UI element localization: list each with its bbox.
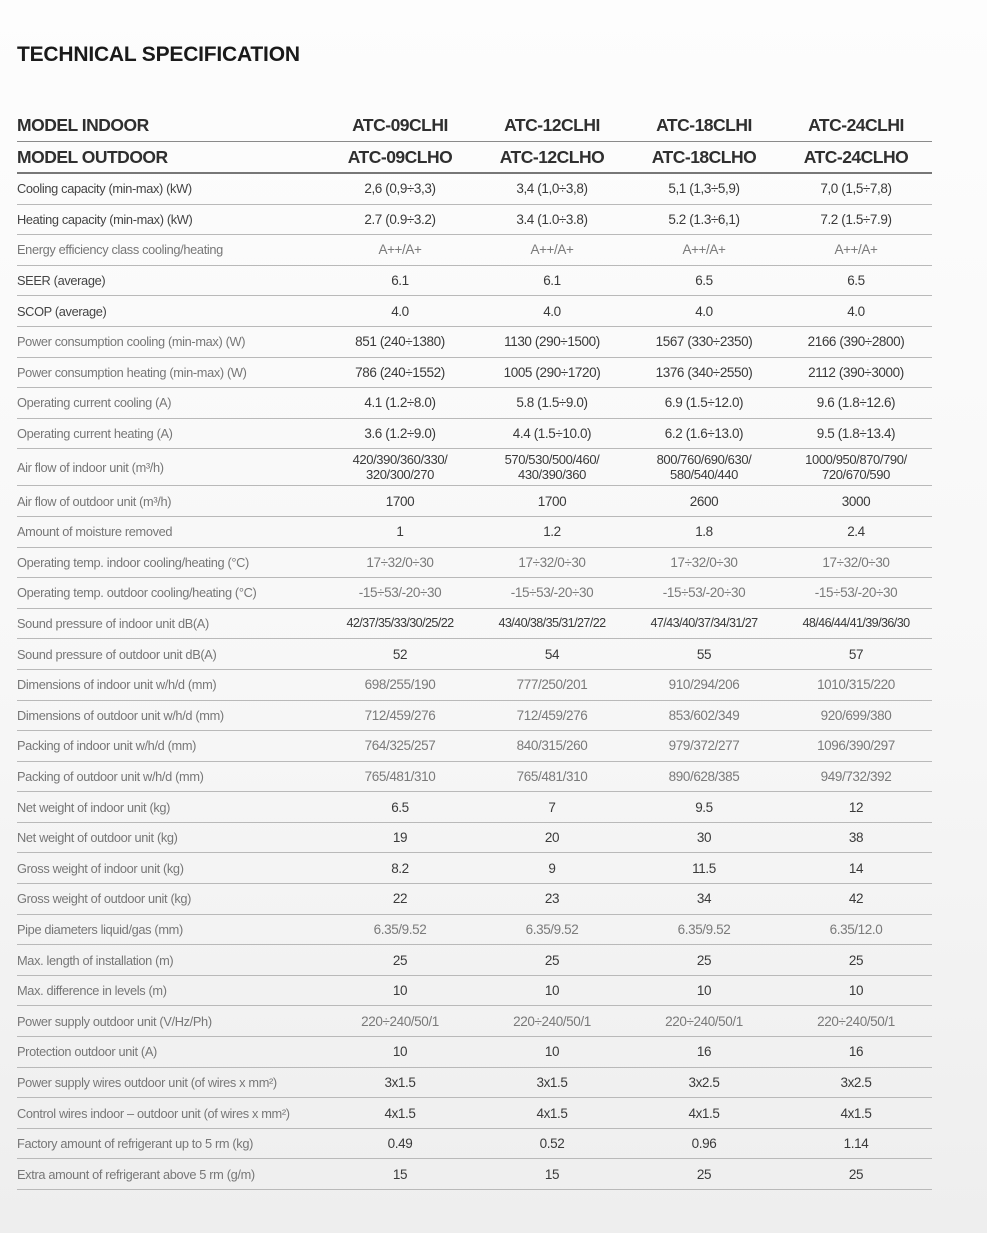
row-label: Energy efficiency class cooling/heating (17, 242, 223, 258)
value-cell: 17÷32/0÷30 (822, 554, 890, 570)
value-cell: 765/481/310 (516, 768, 588, 784)
value-cell: 1.14 (843, 1136, 869, 1152)
value-cell: 4.0 (695, 303, 713, 319)
spec-row (17, 388, 932, 419)
value-cell: 698/255/190 (364, 677, 436, 693)
value-cell: 6.5 (847, 273, 865, 289)
spec-row (17, 823, 932, 854)
value-cell: 20 (544, 830, 560, 846)
row-label: Dimensions of outdoor unit w/h/d (mm) (17, 707, 224, 723)
value-cell: 853/602/349 (668, 707, 740, 723)
spec-rows (17, 174, 932, 1190)
row-label: Dimensions of indoor unit w/h/d (mm) (17, 677, 217, 693)
value-cell: 55 (696, 646, 712, 662)
row-label: SCOP (average) (17, 303, 107, 319)
value-cell: 4.0 (847, 303, 865, 319)
value-cell: 6.35/9.52 (677, 921, 731, 937)
value-cell: 3x2.5 (688, 1074, 720, 1090)
value-cell: 220÷240/50/1 (513, 1013, 591, 1029)
spec-row (17, 296, 932, 327)
value-cell: 15 (544, 1166, 560, 1182)
value-cell: 25 (392, 952, 408, 968)
value-cell: 3x2.5 (840, 1074, 872, 1090)
value-cell: 9.6 (1.8÷12.6) (816, 395, 896, 411)
value-cell: 220÷240/50/1 (817, 1013, 895, 1029)
row-label: Net weight of indoor unit (kg) (17, 799, 171, 815)
value-cell: 2166 (390÷2800) (807, 334, 905, 350)
model-cell: ATC-18CLHI (656, 115, 752, 135)
value-cell: 3.4 (1.0÷3.8) (516, 211, 588, 227)
value-cell: 17÷32/0÷30 (670, 554, 738, 570)
spec-row (17, 578, 932, 609)
value-cell: 3,4 (1,0÷3,8) (516, 181, 588, 197)
row-label: Cooling capacity (min-max) (kW) (17, 181, 192, 197)
value-cell: 1 (396, 524, 404, 540)
row-label: Power consumption cooling (min-max) (W) (17, 334, 246, 350)
value-cell: 25 (696, 952, 712, 968)
spec-row (17, 1006, 932, 1037)
value-cell: 4x1.5 (840, 1105, 872, 1121)
spec-row (17, 235, 932, 266)
row-label: Operating current cooling (A) (17, 395, 172, 411)
value-cell: 8.2 (391, 860, 409, 876)
value-cell: 38 (848, 830, 864, 846)
value-cell: 3x1.5 (536, 1074, 568, 1090)
value-cell: 54 (544, 646, 560, 662)
row-label: Max. difference in levels (m) (17, 983, 167, 999)
value-cell: 25 (848, 952, 864, 968)
spec-row (17, 915, 932, 946)
spec-row (17, 327, 932, 358)
row-label: Net weight of outdoor unit (kg) (17, 830, 178, 846)
value-cell: 910/294/206 (668, 677, 740, 693)
value-cell: 6.35/9.52 (373, 921, 427, 937)
value-cell: 16 (696, 1044, 712, 1060)
value-cell: 15 (392, 1166, 408, 1182)
row-label: Max. length of installation (m) (17, 952, 174, 968)
value-cell: 42/37/35/33/30/25/22 (346, 616, 454, 631)
model-cell: ATC-24CLHO (803, 146, 909, 167)
spec-row (17, 884, 932, 915)
value-cell: A++/A+ (682, 242, 726, 258)
value-cell: -15÷53/-20÷30 (358, 585, 442, 601)
value-cell: 765/481/310 (364, 768, 436, 784)
value-cell: 2.7 (0.9÷3.2) (364, 211, 436, 227)
value-cell: 1096/390/297 (817, 738, 895, 754)
value-cell: 840/315/260 (516, 738, 588, 754)
value-cell: 4x1.5 (688, 1105, 720, 1121)
value-cell: 1376 (340÷2550) (655, 364, 753, 380)
value-cell: 25 (544, 952, 560, 968)
value-cell: 19 (392, 830, 408, 846)
row-label: Extra amount of refrigerant above 5 rm (g/m) (17, 1166, 255, 1182)
value-cell: 6.9 (1.5÷12.0) (664, 395, 744, 411)
value-cell: 6.1 (391, 273, 409, 289)
value-cell: 890/628/385 (668, 768, 740, 784)
value-cell: 30 (696, 830, 712, 846)
value-cell: 10 (696, 983, 712, 999)
value-cell: 420/390/360/330/ 320/300/270 (352, 452, 448, 483)
value-cell: 2600 (689, 493, 719, 509)
value-cell: 4x1.5 (536, 1105, 568, 1121)
spec-row (17, 205, 932, 236)
value-cell: 3.6 (1.2÷9.0) (364, 426, 436, 442)
value-cell: 5.8 (1.5÷9.0) (516, 395, 588, 411)
value-cell: 1130 (290÷1500) (504, 334, 600, 350)
spec-row (17, 548, 932, 579)
row-label: Operating temp. outdoor cooling/heating (°C) (17, 585, 257, 601)
header-row-model-indoor (17, 110, 932, 142)
value-cell: 22 (392, 891, 408, 907)
value-cell: 3000 (841, 493, 871, 509)
value-cell: 9.5 (695, 799, 713, 815)
spec-row (17, 639, 932, 670)
value-cell: A++/A+ (834, 242, 878, 258)
value-cell: 1700 (537, 493, 567, 509)
model-cell: ATC-12CLHO (499, 146, 605, 167)
model-cell: ATC-18CLHO (651, 146, 757, 167)
value-cell: 43/40/38/35/31/27/22 (498, 616, 606, 631)
row-label: Packing of outdoor unit w/h/d (mm) (17, 768, 204, 784)
row-label: MODEL OUTDOOR (17, 146, 168, 167)
value-cell: 570/530/500/460/ 430/390/360 (504, 452, 600, 483)
value-cell: 10 (544, 1044, 560, 1060)
value-cell: 4.4 (1.5÷10.0) (512, 426, 592, 442)
value-cell: 47/43/40/37/34/31/27 (650, 616, 758, 631)
value-cell: 12 (848, 799, 864, 815)
value-cell: 7,0 (1,5÷7,8) (820, 181, 892, 197)
row-label: Amount of moisture removed (17, 524, 173, 540)
value-cell: 712/459/276 (516, 707, 588, 723)
value-cell: 52 (392, 646, 408, 662)
spec-row (17, 1068, 932, 1099)
value-cell: 25 (848, 1166, 864, 1182)
spec-table (17, 110, 932, 1190)
value-cell: -15÷53/-20÷30 (662, 585, 746, 601)
value-cell: 1000/950/870/790/ 720/670/590 (805, 452, 907, 483)
spec-row (17, 1159, 932, 1190)
row-label: Power supply wires outdoor unit (of wires x mm²) (17, 1074, 277, 1090)
spec-row (17, 609, 932, 640)
spec-row (17, 731, 932, 762)
value-cell: 1700 (385, 493, 415, 509)
value-cell: 5.2 (1.3÷6,1) (668, 211, 740, 227)
value-cell: 17÷32/0÷30 (518, 554, 586, 570)
spec-row (17, 358, 932, 389)
value-cell: 10 (392, 1044, 408, 1060)
page-title: TECHNICAL SPECIFICATION (17, 43, 300, 66)
value-cell: 14 (848, 860, 864, 876)
value-cell: 6.5 (391, 799, 409, 815)
value-cell: 0.49 (387, 1136, 413, 1152)
value-cell: 6.35/9.52 (525, 921, 579, 937)
value-cell: A++/A+ (378, 242, 422, 258)
value-cell: 800/760/690/630/ 580/540/440 (656, 452, 752, 483)
value-cell: 764/325/257 (364, 738, 436, 754)
row-label: Operating current heating (A) (17, 426, 173, 442)
value-cell: 949/732/392 (820, 768, 892, 784)
value-cell: 220÷240/50/1 (665, 1013, 743, 1029)
value-cell: 0.96 (691, 1136, 717, 1152)
value-cell: 2112 (390÷3000) (808, 364, 904, 380)
value-cell: 6.5 (695, 273, 713, 289)
row-label: Gross weight of outdoor unit (kg) (17, 891, 192, 907)
value-cell: 11.5 (692, 860, 716, 876)
value-cell: 712/459/276 (364, 707, 436, 723)
spec-row (17, 266, 932, 297)
model-cell: ATC-09CLHI (352, 115, 448, 135)
value-cell: 6.1 (543, 273, 561, 289)
row-label: Heating capacity (min-max) (kW) (17, 211, 193, 227)
value-cell: 23 (544, 891, 560, 907)
row-label: Protection outdoor unit (A) (17, 1044, 157, 1060)
value-cell: 48/46/44/41/39/36/30 (802, 616, 910, 631)
value-cell: 34 (696, 891, 712, 907)
spec-row (17, 670, 932, 701)
value-cell: 220÷240/50/1 (361, 1013, 439, 1029)
row-label: Sound pressure of outdoor unit dB(A) (17, 646, 217, 662)
spec-row (17, 174, 932, 205)
value-cell: 7 (548, 799, 556, 815)
value-cell: 25 (696, 1166, 712, 1182)
value-cell: A++/A+ (530, 242, 574, 258)
spec-row (17, 419, 932, 450)
value-cell: 7.2 (1.5÷7.9) (820, 211, 892, 227)
value-cell: 6.2 (1.6÷13.0) (664, 426, 744, 442)
row-label: Air flow of outdoor unit (m³/h) (17, 493, 172, 509)
spec-row (17, 945, 932, 976)
row-label: Power supply outdoor unit (V/Hz/Ph) (17, 1013, 212, 1029)
value-cell: 0.52 (539, 1136, 565, 1152)
spec-row (17, 1129, 932, 1160)
spec-row (17, 976, 932, 1007)
row-label: Packing of indoor unit w/h/d (mm) (17, 738, 197, 754)
spec-row (17, 853, 932, 884)
value-cell: 42 (848, 891, 864, 907)
value-cell: 2.4 (847, 524, 865, 540)
spec-row (17, 762, 932, 793)
value-cell: 4.0 (391, 303, 409, 319)
header-row-model-outdoor (17, 142, 932, 174)
value-cell: 10 (544, 983, 560, 999)
value-cell: 17÷32/0÷30 (366, 554, 434, 570)
value-cell: 4.1 (1.2÷8.0) (364, 395, 436, 411)
value-cell: 4.0 (543, 303, 561, 319)
value-cell: 57 (848, 646, 864, 662)
value-cell: 1567 (330÷2350) (655, 334, 753, 350)
value-cell: 9.5 (1.8÷13.4) (816, 426, 896, 442)
value-cell: 777/250/201 (516, 677, 588, 693)
row-label: Operating temp. indoor cooling/heating (°C) (17, 554, 249, 570)
value-cell: 3x1.5 (384, 1074, 416, 1090)
value-cell: 1.2 (543, 524, 561, 540)
model-cell: ATC-24CLHI (808, 115, 904, 135)
value-cell: 2,6 (0,9÷3,3) (364, 181, 436, 197)
value-cell: 5,1 (1,3÷5,9) (668, 181, 740, 197)
value-cell: 1010/315/220 (817, 677, 895, 693)
row-label: Gross weight of indoor unit (kg) (17, 860, 184, 876)
model-cell: ATC-09CLHO (347, 146, 453, 167)
model-cell: ATC-12CLHI (504, 115, 600, 135)
row-label: Power consumption heating (min-max) (W) (17, 364, 247, 380)
value-cell: -15÷53/-20÷30 (510, 585, 594, 601)
spec-row (17, 1037, 932, 1068)
spec-row (17, 486, 932, 517)
row-label: Pipe diameters liquid/gas (mm) (17, 921, 183, 937)
value-cell: 1005 (290÷1720) (503, 364, 601, 380)
value-cell: 979/372/277 (668, 738, 740, 754)
spec-row (17, 517, 932, 548)
row-label: MODEL INDOOR (17, 115, 149, 135)
value-cell: 10 (848, 983, 864, 999)
value-cell: 9 (548, 860, 556, 876)
spec-row (17, 792, 932, 823)
row-label: Factory amount of refrigerant up to 5 rm (kg) (17, 1136, 254, 1152)
row-label: SEER (average) (17, 273, 106, 289)
value-cell: 16 (848, 1044, 864, 1060)
row-label: Sound pressure of indoor unit dB(A) (17, 616, 209, 632)
value-cell: 1.8 (695, 524, 713, 540)
spec-row (17, 1098, 932, 1129)
row-label: Air flow of indoor unit (m³/h) (17, 459, 164, 475)
value-cell: 10 (392, 983, 408, 999)
value-cell: 851 (240÷1380) (355, 334, 445, 350)
value-cell: 4x1.5 (384, 1105, 416, 1121)
value-cell: 786 (240÷1552) (355, 364, 445, 380)
value-cell: 920/699/380 (820, 707, 892, 723)
row-label: Control wires indoor – outdoor unit (of wires x mm²) (17, 1105, 290, 1121)
spec-row (17, 701, 932, 732)
value-cell: -15÷53/-20÷30 (814, 585, 898, 601)
spec-row (17, 449, 932, 486)
value-cell: 6.35/12.0 (829, 921, 883, 937)
